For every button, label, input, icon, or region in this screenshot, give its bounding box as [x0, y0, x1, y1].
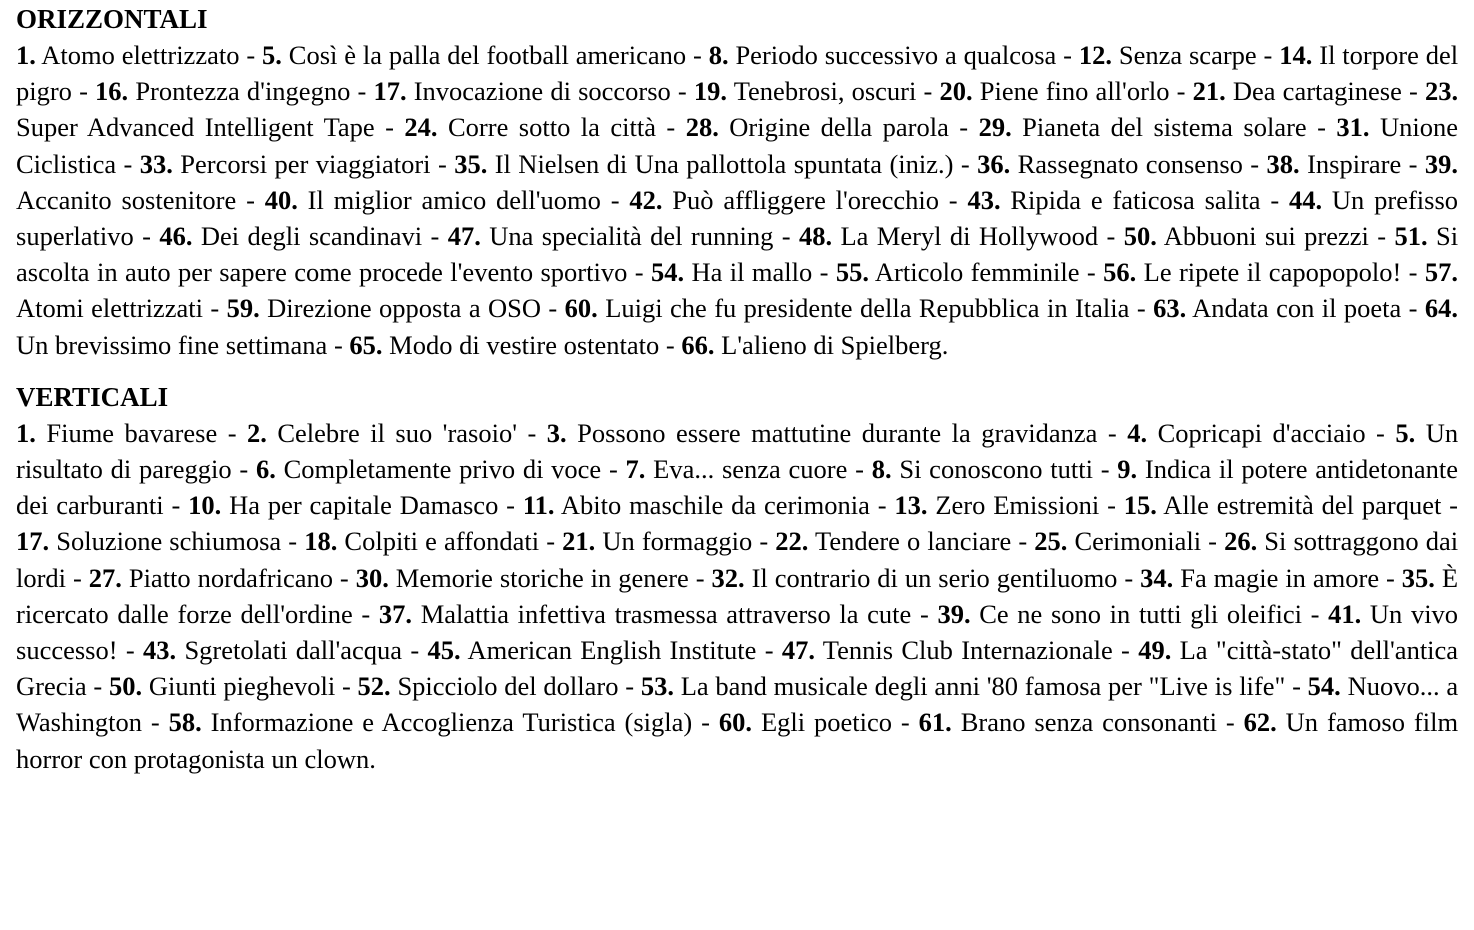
clue-separator: -	[1256, 40, 1280, 70]
clue-separator: -	[1365, 417, 1396, 448]
clue-text: Tenebrosi, oscuri	[733, 76, 917, 107]
clue-number: 17.	[16, 526, 50, 557]
clue-number: 48.	[798, 221, 833, 252]
clue-number: 57.	[1424, 257, 1459, 288]
clue-separator: -	[1379, 562, 1402, 593]
clue-separator: -	[1242, 148, 1267, 179]
clue-number: 50.	[108, 671, 143, 702]
clue-text: Abbuoni sui prezzi	[1163, 221, 1369, 252]
clue-separator: -	[116, 148, 140, 179]
clue-separator: -	[670, 76, 694, 107]
clue-number: 31.	[1336, 112, 1370, 143]
clue-number: 16.	[95, 76, 129, 107]
clue-number: 12.	[1078, 40, 1112, 70]
clue-text: Un formaggio	[602, 526, 753, 557]
clue-text: Indica il potere antidetonante dei carburanti	[16, 454, 1459, 521]
clue-separator: -	[916, 76, 940, 107]
clue-number: 35.	[454, 148, 488, 179]
clue-number: 64.	[1424, 293, 1459, 324]
clue-separator: -	[231, 454, 256, 485]
clue-number: 28.	[685, 112, 719, 143]
clue-separator: -	[1401, 76, 1425, 107]
clue-text: La "città-stato" dell'antica Grecia	[16, 635, 1459, 702]
clue-text: Prontezza d'ingegno	[135, 76, 351, 107]
clue-text: Nuovo... a Washington	[16, 671, 1459, 738]
clue-list-orizzontali	[16, 37, 1458, 363]
clue-number: 60.	[718, 707, 753, 738]
clue-text: Completamente privo di voce	[283, 454, 602, 485]
clue-number: 66.	[681, 329, 715, 360]
clue-separator: -	[601, 454, 626, 485]
clue-number: 23.	[1424, 76, 1459, 107]
clue-text: Cerimoniali	[1074, 526, 1202, 557]
clue-number: 8.	[871, 454, 892, 485]
clue-number: 25.	[1034, 526, 1068, 557]
clue-number: 27.	[88, 562, 122, 593]
clue-text: Il miglior amico dell'uomo	[307, 184, 601, 215]
clue-text: Malattia infettiva trasmessa attraverso la cute	[420, 598, 912, 629]
clue-number: 51.	[1394, 221, 1428, 252]
clue-separator: -	[1097, 417, 1128, 448]
clue-text: Rassegnato consenso	[1017, 148, 1243, 179]
clue-separator: -	[1201, 526, 1225, 557]
clue-separator: -	[374, 112, 405, 143]
clue-text: Memorie storiche in genere	[395, 562, 689, 593]
clue-number: 13.	[894, 490, 928, 521]
clue-text: Unione Ciclistica	[16, 112, 1458, 179]
clue-text: Origine della parola	[729, 112, 949, 143]
clue-text: Periodo successivo a qualcosa	[735, 40, 1057, 70]
clue-separator: -	[892, 707, 919, 738]
section-heading-verticali: VERTICALI	[16, 381, 169, 412]
clue-separator: -	[327, 329, 350, 360]
clue-number: 6.	[255, 454, 276, 485]
clue-number: 63.	[1153, 293, 1187, 324]
clue-separator: -	[86, 671, 109, 702]
clue-number: 36.	[977, 148, 1011, 179]
clue-text: Colpiti e affondati	[344, 526, 540, 557]
clue-separator: -	[1056, 40, 1079, 70]
crossword-clues-page	[0, 1, 1474, 777]
clue-text: Piatto nordafricano	[128, 562, 333, 593]
clue-text: Fiume bavarese	[46, 417, 218, 448]
clue-number: 55.	[835, 257, 869, 288]
clue-list-verticali	[16, 415, 1458, 777]
clue-separator: -	[1216, 707, 1244, 738]
clue-text: Super Advanced Intelligent Tape	[16, 112, 375, 143]
clue-separator: -	[812, 257, 836, 288]
clue-separator: -	[117, 635, 143, 666]
clue-separator: -	[332, 562, 356, 593]
clue-text: Ce ne sono in tutti gli oleifici	[979, 598, 1302, 629]
clue-text: Un famoso film horror con protagonista un clown.	[16, 707, 1459, 774]
clue-separator: -	[752, 526, 776, 557]
clue-number: 1.	[16, 417, 36, 448]
clue-text: Celebre il suo 'rasoio'	[277, 417, 517, 448]
clue-separator: -	[1098, 221, 1124, 252]
clue-separator: -	[618, 671, 641, 702]
clue-number: 26.	[1224, 526, 1258, 557]
clue-separator: -	[498, 490, 523, 521]
clue-separator: -	[541, 293, 565, 324]
clue-text: Tennis Club Internazionale	[822, 635, 1113, 666]
clue-text: Il contrario di un serio gentiluomo	[751, 562, 1118, 593]
clue-separator: -	[686, 40, 709, 70]
clue-separator: -	[692, 707, 719, 738]
clue-text: Egli poetico	[760, 707, 893, 738]
clue-separator: -	[1169, 76, 1193, 107]
clue-separator: -	[600, 184, 630, 215]
clue-separator: -	[422, 221, 448, 252]
clue-text: American English Institute	[467, 635, 757, 666]
clue-number: 59.	[226, 293, 260, 324]
clue-separator: -	[1301, 598, 1329, 629]
clue-number: 38.	[1266, 148, 1300, 179]
clue-text: È ricercato dalle forze dell'ordine	[16, 562, 1459, 629]
clue-text: Copricapi d'acciaio	[1157, 417, 1366, 448]
clue-text: Direzione opposta a OSO	[267, 293, 542, 324]
clue-text: Una specialità del running	[489, 221, 774, 252]
clue-separator: -	[688, 562, 712, 593]
clue-number: 43.	[143, 635, 177, 666]
clue-separator: -	[1099, 490, 1124, 521]
clue-separator: -	[1306, 112, 1337, 143]
clue-text: Eva... senza cuore	[653, 454, 848, 485]
clue-number: 19.	[693, 76, 728, 107]
clue-separator: -	[1401, 293, 1425, 324]
clue-text: Luigi che fu presidente della Repubblica in Italia	[605, 293, 1130, 324]
clue-separator: -	[659, 329, 682, 360]
clue-text: Il torpore del pigro	[16, 40, 1459, 107]
clue-number: 39.	[1424, 148, 1459, 179]
clue-number: 17.	[373, 76, 407, 107]
clue-number: 49.	[1138, 635, 1172, 666]
clue-number: 4.	[1127, 417, 1148, 448]
clue-number: 29.	[978, 112, 1012, 143]
clue-number: 5.	[1395, 417, 1416, 448]
clue-text: Accanito sostenitore	[16, 184, 237, 215]
clue-separator: -	[911, 598, 938, 629]
clue-number: 2.	[247, 417, 267, 448]
clue-number: 3.	[546, 417, 567, 448]
clue-separator: -	[869, 490, 895, 521]
clue-number: 32.	[711, 562, 745, 593]
clue-number: 45.	[427, 635, 461, 666]
clue-text: Un vivo successo!	[16, 598, 1459, 666]
clue-separator: -	[1441, 490, 1458, 521]
clue-number: 18.	[304, 526, 338, 557]
clue-separator: -	[163, 490, 189, 521]
clue-number: 5.	[262, 40, 282, 70]
clue-text: Un brevissimo fine settimana	[16, 329, 328, 360]
clue-text: Pianeta del sistema solare	[1022, 112, 1307, 143]
clue-separator: -	[1285, 671, 1308, 702]
clue-separator: -	[1011, 526, 1035, 557]
clue-text: Corre sotto la città	[448, 112, 656, 143]
clue-separator: -	[948, 112, 979, 143]
clue-text: Ha per capitale Damasco	[229, 490, 499, 521]
clue-number: 61.	[918, 707, 952, 738]
clue-text: Soluzione schiumosa	[56, 526, 282, 557]
clue-number: 33.	[139, 148, 173, 179]
clue-number: 44.	[1288, 184, 1323, 215]
clue-number: 53.	[640, 671, 674, 702]
clue-text: Ha il mallo	[691, 257, 813, 288]
clue-number: 39.	[937, 598, 971, 629]
clue-text: Dea cartaginese	[1232, 76, 1402, 107]
clue-number: 62.	[1243, 707, 1277, 738]
clue-text: L'alieno di Spielberg.	[721, 329, 949, 360]
clue-number: 42.	[629, 184, 663, 215]
clue-number: 47.	[447, 221, 481, 252]
clue-text: Senza scarpe	[1118, 40, 1257, 70]
clue-text: Abito maschile da cerimonia	[560, 490, 870, 521]
clue-separator: -	[847, 454, 872, 485]
clue-separator: -	[430, 148, 455, 179]
clue-text: Informazione e Accoglienza Turistica (sigla)	[210, 707, 693, 738]
clue-text: Inspirare	[1307, 148, 1402, 179]
clue-separator: -	[281, 526, 305, 557]
clue-text: Dei degli scandinavi	[200, 221, 423, 252]
clue-separator: -	[517, 417, 547, 448]
clue-separator: -	[350, 76, 374, 107]
clue-text: La band musicale degli anni '80 famosa per "Live is life"	[680, 671, 1286, 702]
clue-number: 21.	[562, 526, 596, 557]
clue-text: Le ripete il capopopolo!	[1143, 257, 1402, 288]
clue-separator: -	[1129, 293, 1154, 324]
clue-separator: -	[133, 221, 160, 252]
clue-text: Si conoscono tutti	[899, 454, 1093, 485]
clue-text: Così è la palla del football americano	[288, 40, 687, 70]
clue-number: 15.	[1123, 490, 1157, 521]
clue-number: 52.	[357, 671, 391, 702]
clue-number: 7.	[625, 454, 646, 485]
clue-separator: -	[1092, 454, 1118, 485]
clue-separator: -	[202, 293, 227, 324]
clue-number: 9.	[1117, 454, 1138, 485]
clue-text: Percorsi per viaggiatori	[180, 148, 431, 179]
clue-number: 14.	[1279, 40, 1313, 70]
clue-number: 56.	[1103, 257, 1137, 288]
clue-text: Si ascolta in auto per sapere come procede l'evento sportivo	[16, 221, 1459, 288]
clue-separator: -	[539, 526, 563, 557]
clue-separator: -	[1401, 148, 1425, 179]
clue-text: Possono essere mattutine durante la gravidanza	[577, 417, 1098, 448]
clue-number: 20.	[939, 76, 973, 107]
clue-number: 8.	[708, 40, 729, 70]
clue-separator: -	[1368, 221, 1395, 252]
clue-text: Atomi elettrizzati	[16, 293, 203, 324]
clue-separator: -	[1079, 257, 1104, 288]
clue-number: 21.	[1192, 76, 1226, 107]
clue-separator: -	[1401, 257, 1425, 288]
clue-separator: -	[953, 148, 978, 179]
clue-separator: -	[217, 417, 247, 448]
clue-number: 30.	[355, 562, 389, 593]
clue-number: 46.	[159, 221, 193, 252]
clue-separator: -	[66, 562, 89, 593]
clue-number: 47.	[781, 635, 815, 666]
clue-text: Zero Emissioni	[935, 490, 1100, 521]
clue-number: 54.	[650, 257, 685, 288]
clue-number: 34.	[1140, 562, 1174, 593]
clue-number: 43.	[967, 184, 1001, 215]
clue-number: 65.	[349, 329, 383, 360]
clue-text: Ripida e faticosa salita	[1010, 184, 1261, 215]
clue-text: Brano senza consonanti	[960, 707, 1217, 738]
clue-separator: -	[1112, 635, 1139, 666]
clue-number: 1.	[16, 40, 36, 70]
clue-number: 10.	[188, 490, 222, 521]
clue-separator: -	[352, 598, 379, 629]
clue-text: Alle estremità del parquet	[1163, 490, 1442, 521]
clue-text: Un risultato di pareggio	[16, 417, 1459, 485]
clue-separator: -	[239, 40, 263, 70]
clue-text: Spicciolo del dollaro	[397, 671, 619, 702]
clue-separator: -	[236, 184, 265, 215]
clue-number: 60.	[564, 293, 598, 324]
clue-text: Sgretolati dall'acqua	[184, 635, 403, 666]
clue-number: 40.	[264, 184, 298, 215]
clue-separator: -	[756, 635, 782, 666]
clue-text: Il Nielsen di Una pallottola spuntata (iniz.)	[494, 148, 954, 179]
clue-text: Andata con il poeta	[1192, 293, 1402, 324]
clue-text: Tendere o lanciare	[815, 526, 1012, 557]
clue-text: Atomo elettrizzato	[41, 40, 240, 70]
clue-separator: -	[773, 221, 799, 252]
clue-text: Modo di vestire ostentato	[389, 329, 660, 360]
clue-separator: -	[71, 76, 96, 107]
clue-separator: -	[335, 671, 358, 702]
clue-text: Un prefisso superlativo	[16, 184, 1459, 252]
clue-text: Fa magie in amore	[1180, 562, 1380, 593]
clue-text: Articolo femminile	[874, 257, 1080, 288]
clue-separator: -	[655, 112, 686, 143]
clue-text: Giunti pieghevoli	[148, 671, 336, 702]
clue-number: 11.	[522, 490, 555, 521]
clue-separator: -	[402, 635, 428, 666]
clue-text: Piene fino all'orlo	[979, 76, 1170, 107]
clue-number: 22.	[775, 526, 809, 557]
clue-number: 24.	[404, 112, 438, 143]
clue-separator: -	[141, 707, 169, 738]
clue-number: 50.	[1123, 221, 1157, 252]
clue-separator: -	[939, 184, 968, 215]
clue-number: 41.	[1328, 598, 1362, 629]
clue-text: Si sottraggono dai lordi	[16, 526, 1459, 593]
section-heading-orizzontali: ORIZZONTALI	[16, 4, 208, 34]
clue-separator: -	[1117, 562, 1141, 593]
clue-number: 58.	[168, 707, 202, 738]
clue-number: 35.	[1401, 562, 1435, 593]
clue-number: 54.	[1307, 671, 1341, 702]
clue-separator: -	[1260, 184, 1289, 215]
clue-text: Invocazione di soccorso	[413, 76, 671, 107]
clue-text: Può affliggere l'orecchio	[672, 184, 939, 215]
clue-number: 37.	[378, 598, 413, 629]
clue-separator: -	[627, 257, 651, 288]
clue-text: La Meryl di Hollywood	[840, 221, 1099, 252]
